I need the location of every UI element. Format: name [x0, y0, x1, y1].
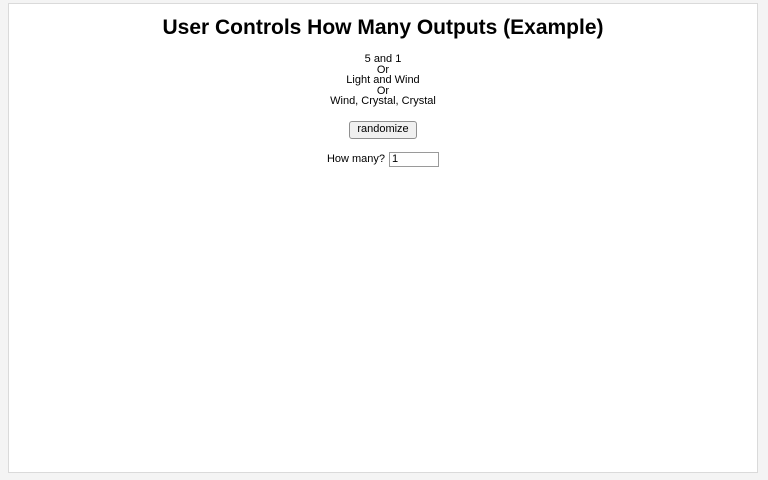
page-title: User Controls How Many Outputs (Example)	[162, 16, 604, 39]
how-many-label: How many?	[326, 153, 386, 166]
how-many-field-row	[9, 152, 757, 167]
page-content	[9, 4, 757, 167]
output-line: Light and Wind	[346, 74, 420, 87]
randomize-button-wrapper	[9, 119, 757, 139]
randomize-button[interactable]: randomize	[349, 121, 416, 139]
how-many-input[interactable]	[389, 152, 439, 167]
page-canvas	[8, 3, 758, 473]
generated-output-list	[9, 54, 757, 107]
output-line: Wind, Crystal, Crystal	[330, 95, 436, 108]
output-line: 5 and 1	[364, 53, 402, 65]
output-separator: Or	[376, 63, 390, 76]
output-separator: Or	[376, 84, 390, 97]
